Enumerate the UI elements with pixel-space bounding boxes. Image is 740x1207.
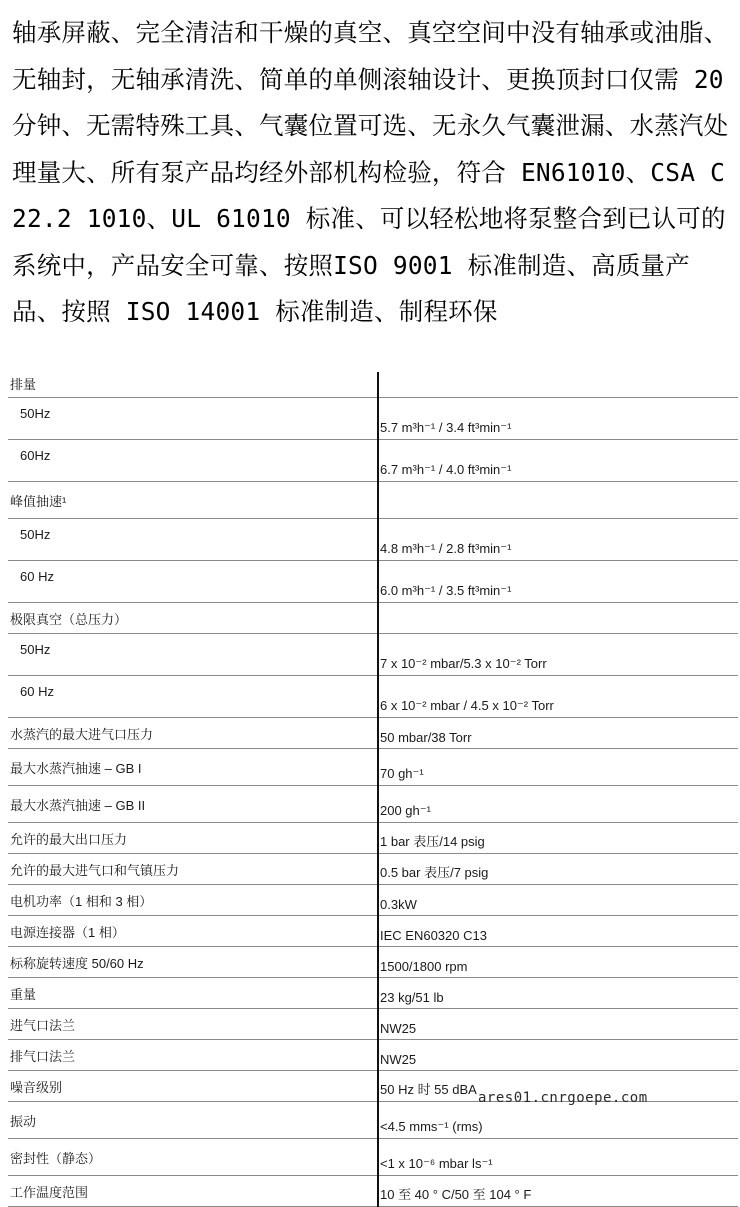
spec-row-weight bbox=[8, 978, 738, 1009]
spec-value bbox=[378, 372, 738, 398]
spec-row-inlet-flange bbox=[8, 1009, 738, 1040]
spec-label: 水蒸汽的最大进气口压力 bbox=[8, 718, 378, 749]
spec-label: 60 Hz bbox=[8, 676, 378, 718]
spec-label: 重量 bbox=[8, 978, 378, 1009]
spec-label: 工作温度范围 bbox=[8, 1176, 378, 1207]
spec-row-max-outlet bbox=[8, 823, 738, 854]
spec-row-ultimate-vacuum bbox=[8, 603, 738, 634]
spec-label: 最大水蒸汽抽速 – GB I bbox=[8, 749, 378, 786]
spec-row-motor-power bbox=[8, 885, 738, 916]
spec-value: 6.7 m³h⁻¹ / 4.0 ft³min⁻¹ bbox=[378, 440, 738, 482]
spec-row-temperature bbox=[8, 1176, 738, 1207]
spec-value: NW25 bbox=[378, 1009, 738, 1040]
spec-label: 60 Hz bbox=[8, 561, 378, 603]
spec-row-max-inlet-ballast bbox=[8, 854, 738, 885]
spec-label: 60Hz bbox=[8, 440, 378, 482]
spec-label: 电源连接器（1 相） bbox=[8, 916, 378, 947]
spec-label: 允许的最大出口压力 bbox=[8, 823, 378, 854]
spec-value: <1 x 10⁻⁶ mbar ls⁻¹ bbox=[378, 1139, 738, 1176]
spec-label: 允许的最大进气口和气镇压力 bbox=[8, 854, 378, 885]
spec-label: 振动 bbox=[8, 1102, 378, 1139]
spec-row-displacement-60 bbox=[8, 440, 738, 482]
spec-value bbox=[378, 482, 738, 519]
spec-label: 50Hz bbox=[8, 519, 378, 561]
spec-label: 排气口法兰 bbox=[8, 1040, 378, 1071]
spec-value: 10 至 40 ° C/50 至 104 ° F bbox=[378, 1176, 738, 1207]
spec-value: 6 x 10⁻² mbar / 4.5 x 10⁻² Torr bbox=[378, 676, 738, 718]
spec-label: 最大水蒸汽抽速 – GB II bbox=[8, 786, 378, 823]
spec-table bbox=[8, 372, 738, 1207]
spec-row-displacement bbox=[8, 372, 738, 398]
spec-value: 50 Hz 时 55 dBA bbox=[378, 1071, 738, 1102]
spec-row-ultimate-vacuum-60 bbox=[8, 676, 738, 718]
intro-paragraph: 轴承屏蔽、完全清洁和干燥的真空、真空空间中没有轴承或油脂、无轴封，无轴承清洗、简单的单侧滚轴设计、更换顶封口仅需 20 分钟、无需特殊工具、气囊位置可选、无永久气囊泄漏、水蒸汽处理量大、所有泵产品均经外部机构检验，符合 EN61010、CSA C22.2 1010、UL 61010 标准、可以轻松地将泵整合到已认可的系统中，产品安全可靠、按照ISO 9001 标准制造、高质量产品、按照 ISO 14001 标准制造、制程环保 bbox=[12, 18, 729, 326]
spec-value: 6.0 m³h⁻¹ / 3.5 ft³min⁻¹ bbox=[378, 561, 738, 603]
spec-label: 电机功率（1 相和 3 相） bbox=[8, 885, 378, 916]
spec-label: 峰值抽速¹ bbox=[8, 482, 378, 519]
spec-value: 1500/1800 rpm bbox=[378, 947, 738, 978]
spec-value: 0.5 bar 表压/7 psig bbox=[378, 854, 738, 885]
spec-value: 70 gh⁻¹ bbox=[378, 749, 738, 786]
spec-row-peak-speed-50 bbox=[8, 519, 738, 561]
spec-row-displacement-50 bbox=[8, 398, 738, 440]
spec-value: 7 x 10⁻² mbar/5.3 x 10⁻² Torr bbox=[378, 634, 738, 676]
spec-row-outlet-flange bbox=[8, 1040, 738, 1071]
spec-value: 4.8 m³h⁻¹ / 2.8 ft³min⁻¹ bbox=[378, 519, 738, 561]
spec-row-leak bbox=[8, 1139, 738, 1176]
spec-value: 23 kg/51 lb bbox=[378, 978, 738, 1009]
spec-row-peak-speed-60 bbox=[8, 561, 738, 603]
spec-value: <4.5 mms⁻¹ (rms) bbox=[378, 1102, 738, 1139]
spec-value: 0.3kW bbox=[378, 885, 738, 916]
spec-label: 排量 bbox=[8, 372, 378, 398]
spec-value: 1 bar 表压/14 psig bbox=[378, 823, 738, 854]
spec-row-ultimate-vacuum-50 bbox=[8, 634, 738, 676]
spec-label: 标称旋转速度 50/60 Hz bbox=[8, 947, 378, 978]
watermark-url: ares01.cnrgoepe.com bbox=[478, 1090, 648, 1106]
spec-label: 50Hz bbox=[8, 398, 378, 440]
spec-row-vibration bbox=[8, 1102, 738, 1139]
spec-label: 极限真空（总压力） bbox=[8, 603, 378, 634]
spec-value: IEC EN60320 C13 bbox=[378, 916, 738, 947]
spec-row-max-vapour-gb1 bbox=[8, 749, 738, 786]
spec-value: NW25 bbox=[378, 1040, 738, 1071]
spec-label: 50Hz bbox=[8, 634, 378, 676]
spec-row-connector bbox=[8, 916, 738, 947]
spec-value bbox=[378, 603, 738, 634]
spec-row-rotation bbox=[8, 947, 738, 978]
spec-row-peak-speed bbox=[8, 482, 738, 519]
spec-value: 200 gh⁻¹ bbox=[378, 786, 738, 823]
spec-value: 50 mbar/38 Torr bbox=[378, 718, 738, 749]
spec-row-max-vapour-inlet bbox=[8, 718, 738, 749]
spec-row-max-vapour-gb2 bbox=[8, 786, 738, 823]
spec-label: 进气口法兰 bbox=[8, 1009, 378, 1040]
spec-label: 密封性（静态） bbox=[8, 1139, 378, 1176]
spec-value: 5.7 m³h⁻¹ / 3.4 ft³min⁻¹ bbox=[378, 398, 738, 440]
spec-label: 噪音级别 bbox=[8, 1071, 378, 1102]
